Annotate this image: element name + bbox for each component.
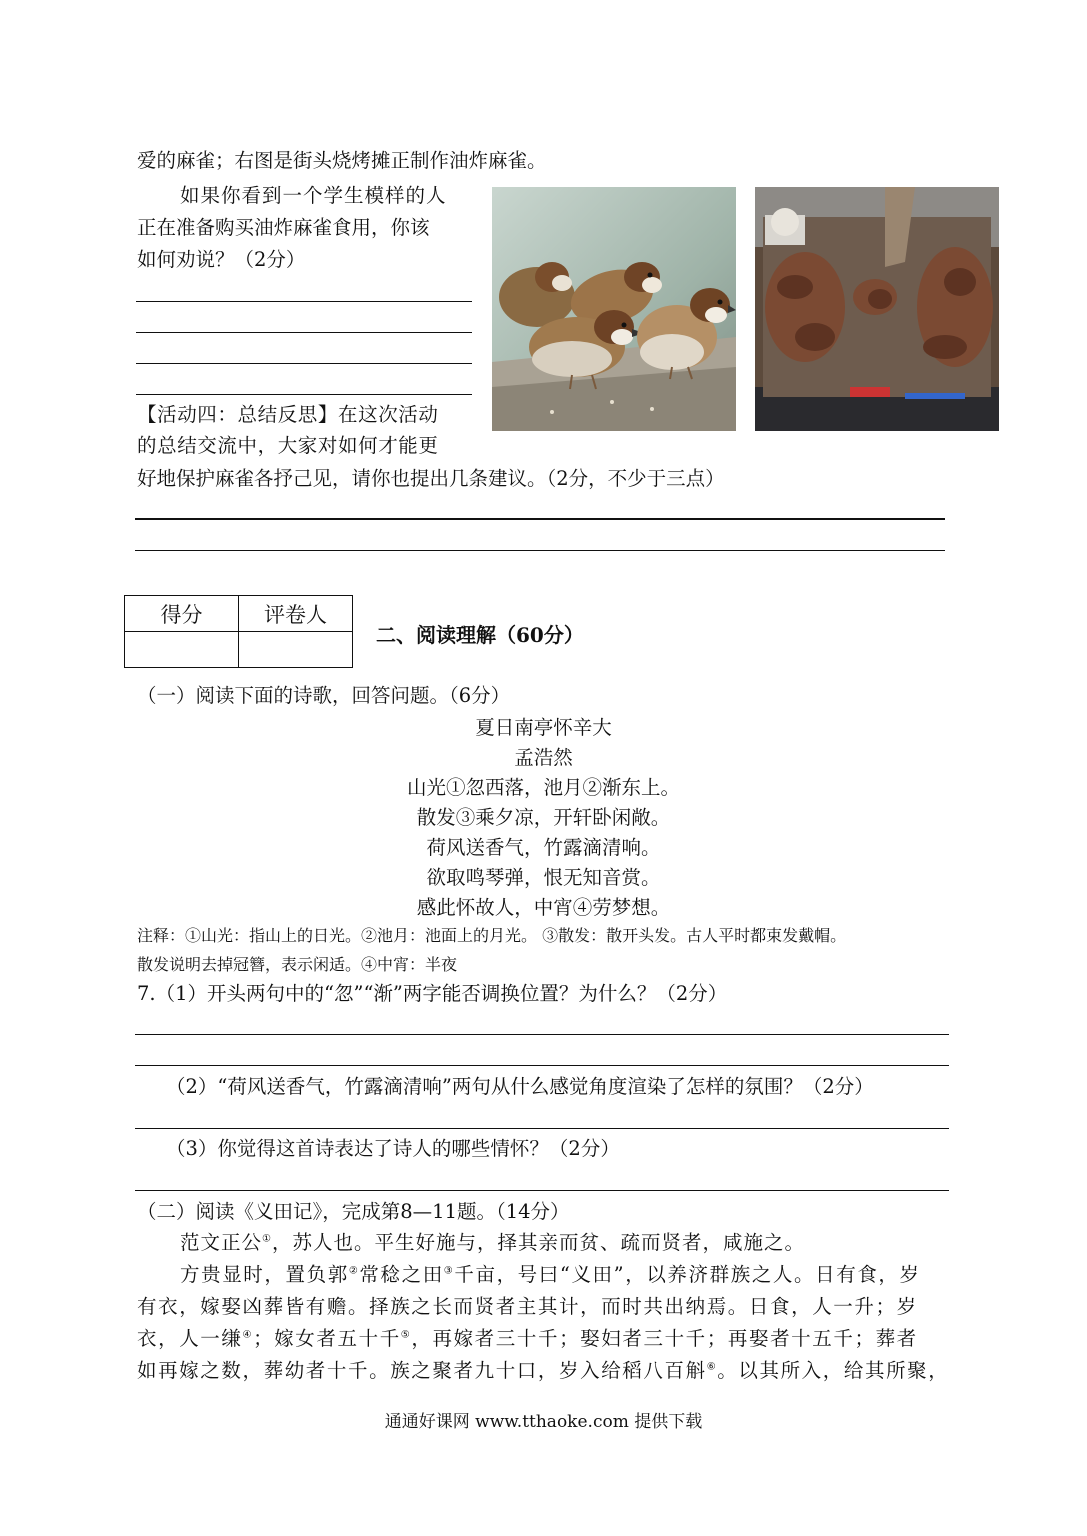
essay-text: ，苏人也。平生好施与，择其亲而贫、疏而贤者，咸施之。	[271, 1231, 805, 1254]
sparrows-photo	[492, 187, 736, 431]
essay-text: 。以其所入，给其所聚，	[717, 1359, 950, 1382]
answer-line[interactable]	[136, 394, 472, 395]
persuade-question-line2: 正在准备购买油炸麻雀食用，你该	[137, 216, 430, 239]
essay-text: 常稔之田	[359, 1263, 444, 1286]
answer-line[interactable]	[135, 1190, 949, 1191]
essay-text: 衣，人一缣	[137, 1327, 243, 1350]
question-7-3: （3）你觉得这首诗表达了诗人的哪些情怀？（2分）	[166, 1137, 620, 1160]
persuade-question-line3: 如何劝说？（2分）	[137, 248, 306, 271]
activity4-line2: 的总结交流中，大家对如何才能更	[137, 434, 439, 457]
essay-text: ；嫁女者五十千	[253, 1327, 401, 1350]
footnote-mark: ④	[242, 1329, 254, 1341]
footnote-mark: ①	[262, 1233, 272, 1245]
answer-line[interactable]	[136, 301, 472, 302]
question-7-2: （2）“荷风送香气，竹露滴清响”两句从什么感觉角度渲染了怎样的氛围？（2分）	[166, 1075, 874, 1098]
answer-line[interactable]	[136, 363, 472, 364]
answer-line[interactable]	[135, 550, 945, 551]
essay-paragraph1	[180, 1228, 805, 1258]
footnote-mark: ②	[348, 1265, 360, 1277]
footer-text: 通通好课网 www.tthaoke.com 提供下载	[384, 1412, 703, 1432]
poem-notes-line2: 散发说明去掉冠簪，表示闲适。④中宵：半夜	[137, 955, 458, 974]
answer-line[interactable]	[136, 332, 472, 333]
poem-line: 散发③乘夕凉，开轩卧闲敞。	[416, 806, 671, 829]
essay-text: 方贵显时，置负郭	[180, 1263, 349, 1286]
fried-sparrows-photo	[755, 187, 999, 431]
section2-title: 二、阅读理解（60分）	[376, 623, 584, 647]
poem-line: 荷风送香气，竹露滴清响。	[426, 836, 661, 859]
answer-line[interactable]	[135, 1128, 949, 1129]
answer-line[interactable]	[135, 1034, 949, 1035]
poem-line: 山光①忽西落，池月②渐东上。	[406, 776, 680, 799]
poem-line: 欲取鸣琴弹，恨无知音赏。	[426, 866, 661, 889]
activity4-line3: 好地保护麻雀各抒己见，请你也提出几条建议。（2分，不少于三点）	[137, 467, 725, 490]
essay-line	[180, 1260, 921, 1290]
footnote-mark: ③	[443, 1265, 455, 1277]
answer-line[interactable]	[135, 1065, 949, 1066]
part1-intro: （一）阅读下面的诗歌，回答问题。（6分）	[137, 684, 511, 707]
part2-intro: （二）阅读《义田记》，完成第8—11题。（14分）	[137, 1200, 570, 1223]
persuade-question-line1: 如果你看到一个学生模样的人	[180, 184, 447, 207]
grader-cell[interactable]	[239, 632, 353, 668]
essay-line	[137, 1324, 918, 1354]
answer-line[interactable]	[135, 518, 945, 520]
essay-line	[137, 1356, 949, 1386]
essay-text: 千亩，号曰“义田”，以养济群族之人。日有食，岁	[454, 1263, 921, 1286]
question-7-1: 7.（1）开头两句中的“忽”“渐”两字能否调换位置？为什么？（2分）	[137, 982, 728, 1005]
grader-header: 评卷人	[239, 596, 353, 632]
poem-title: 夏日南亭怀辛大	[475, 716, 612, 739]
essay-line: 有衣，嫁娶凶葬皆有赡。择族之长而贤者主其计，而时共出纳焉。日食，人一升；岁	[137, 1295, 918, 1318]
activity4-line1: 【活动四：总结反思】在这次活动	[137, 403, 439, 426]
footnote-mark: ⑥	[706, 1361, 718, 1373]
score-table	[124, 595, 353, 668]
essay-text: 如再嫁之数，葬幼者十千。族之聚者九十口，岁入给稻八百斛	[137, 1359, 707, 1382]
poem-author: 孟浩然	[514, 746, 573, 769]
score-header: 得分	[125, 596, 239, 632]
essay-text: 范文正公	[180, 1231, 263, 1254]
footnote-mark: ⑤	[400, 1329, 412, 1341]
poem-notes-line1: 注释：①山光：指山上的日光。②池月：池面上的月光。 ③散发：散开头发。古人平时都束发戴帽。	[137, 926, 847, 945]
poem-line: 感此怀故人，中宵④劳梦想。	[416, 896, 671, 919]
top-line: 爱的麻雀；右图是街头烧烤摊正制作油炸麻雀。	[137, 149, 547, 172]
essay-text: ，再嫁者三十千；娶妇者三十千；再娶者十五千；葬者	[411, 1327, 918, 1350]
score-cell[interactable]	[125, 632, 239, 668]
